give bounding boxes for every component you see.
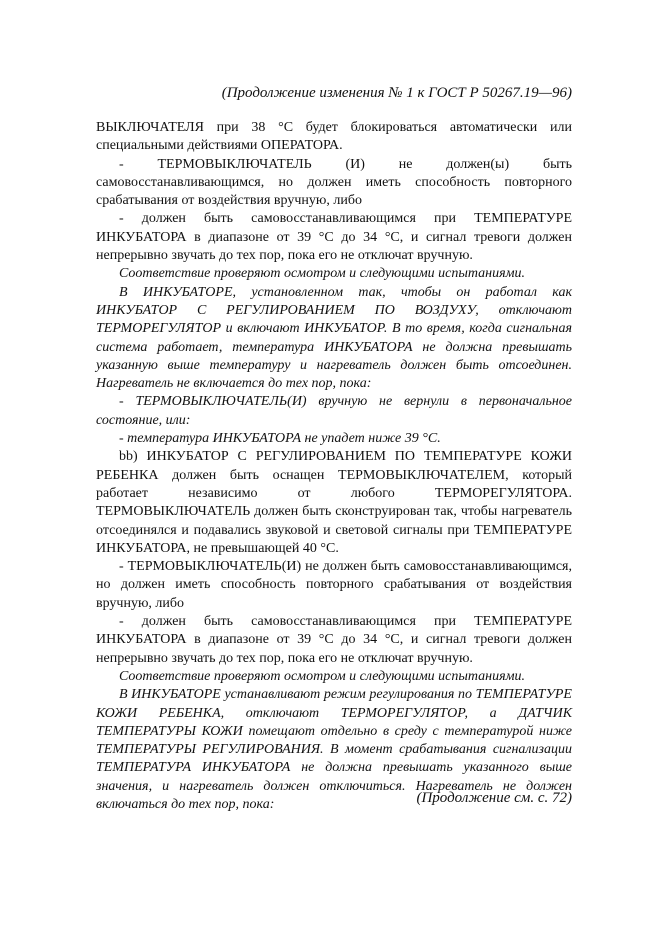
document-body <box>96 119 572 814</box>
paragraph: - ТЕРМОВЫКЛЮЧАТЕЛЬ(И) вручную не вернули в первоначальное состояние, или: <box>96 394 572 428</box>
paragraph: В ИНКУБАТОРЕ устанавливают режим регулирования по ТЕМПЕРАТУРЕ КОЖИ РЕБЕНКА, отключают ТЕРМОРЕГУЛЯТОР, а ДАТЧИК ТЕМПЕРАТУРЫ КОЖИ помещают отдельно в среду с температурой ниже ТЕМПЕРАТУРЫ РЕГУЛИРОВАНИЯ. В момент срабатывания сигнализации ТЕМПЕРАТУРА ИНКУБАТОРА не должна превышать указанного выше значения, и нагреватель должен отключиться. Нагреватель не должен включаться до тех пор, пока: <box>96 687 572 812</box>
continuation-header: (Продолжение изменения № 1 к ГОСТ Р 50267.19—96) <box>221 85 572 101</box>
paragraph: Соответствие проверяют осмотром и следующими испытаниями. <box>119 266 526 282</box>
paragraph: В ИНКУБАТОРЕ, установленном так, чтобы он работал как ИНКУБАТОР С РЕГУЛИРОВАНИЕМ ПО ВОЗДУХУ, отключают ТЕРМОРЕГУЛЯТОР и включают ИНКУБАТОР. В то время, когда сигнальная система работает, температура ИНКУБАТОРА не должна превышать указанную выше температуру и нагреватель должен быть отсоединен. Нагреватель не включается до тех пор, пока: <box>96 284 572 392</box>
paragraph: ВЫКЛЮЧАТЕЛЯ при 38 °С будет блокироваться автоматически или специальными действиями ОПЕРАТОРА. <box>96 120 572 154</box>
paragraph: - должен быть самовосстанавливающимся при ТЕМПЕРАТУРЕ ИНКУБАТОРА в диапазоне от 39 °С до 34 °С, и сигнал тревоги должен непрерывно звучать до тех пор, пока его не отключат вручную. <box>96 614 572 666</box>
paragraph: - ТЕРМОВЫКЛЮЧАТЕЛЬ (И) не должен(ы) быть самовосстанавливающимся, но должен иметь способность повторного срабатывания от воздействия вручную, либо <box>96 156 572 209</box>
continuation-footer: (Продолжение см. с. 72) <box>416 790 572 806</box>
paragraph: bb) ИНКУБАТОР С РЕГУЛИРОВАНИЕМ ПО ТЕМПЕРАТУРЕ КОЖИ РЕБЕНКА должен быть оснащен ТЕРМОВЫКЛЮЧАТЕЛЕМ, который работает независимо от любого ТЕРМОРЕГУЛЯТОРА. ТЕРМОВЫКЛЮЧАТЕЛЬ должен быть сконструирован так, чтобы нагреватель отсоединялся и подавались звуковой и световой сигналы при ТЕМПЕРАТУРЕ ИНКУБАТОРА, не превышающей 40 °С. <box>96 449 572 556</box>
paragraph: - ТЕРМОВЫКЛЮЧАТЕЛЬ(И) не должен быть самовосстанавливающимся, но должен иметь способность повторного срабатывания от воздействия вручную, либо <box>96 559 572 611</box>
paragraph: Соответствие проверяют осмотром и следующими испытаниями. <box>119 668 526 684</box>
paragraph: - должен быть самовосстанавливающимся при ТЕМПЕРАТУРЕ ИНКУБАТОРА в диапазоне от 39 °С до 34 °С, и сигнал тревоги должен непрерывно звучать до тех пор, пока его не отключат вручную. <box>96 211 572 264</box>
paragraph: - температура ИНКУБАТОРА не упадет ниже 39 °С. <box>119 431 441 447</box>
